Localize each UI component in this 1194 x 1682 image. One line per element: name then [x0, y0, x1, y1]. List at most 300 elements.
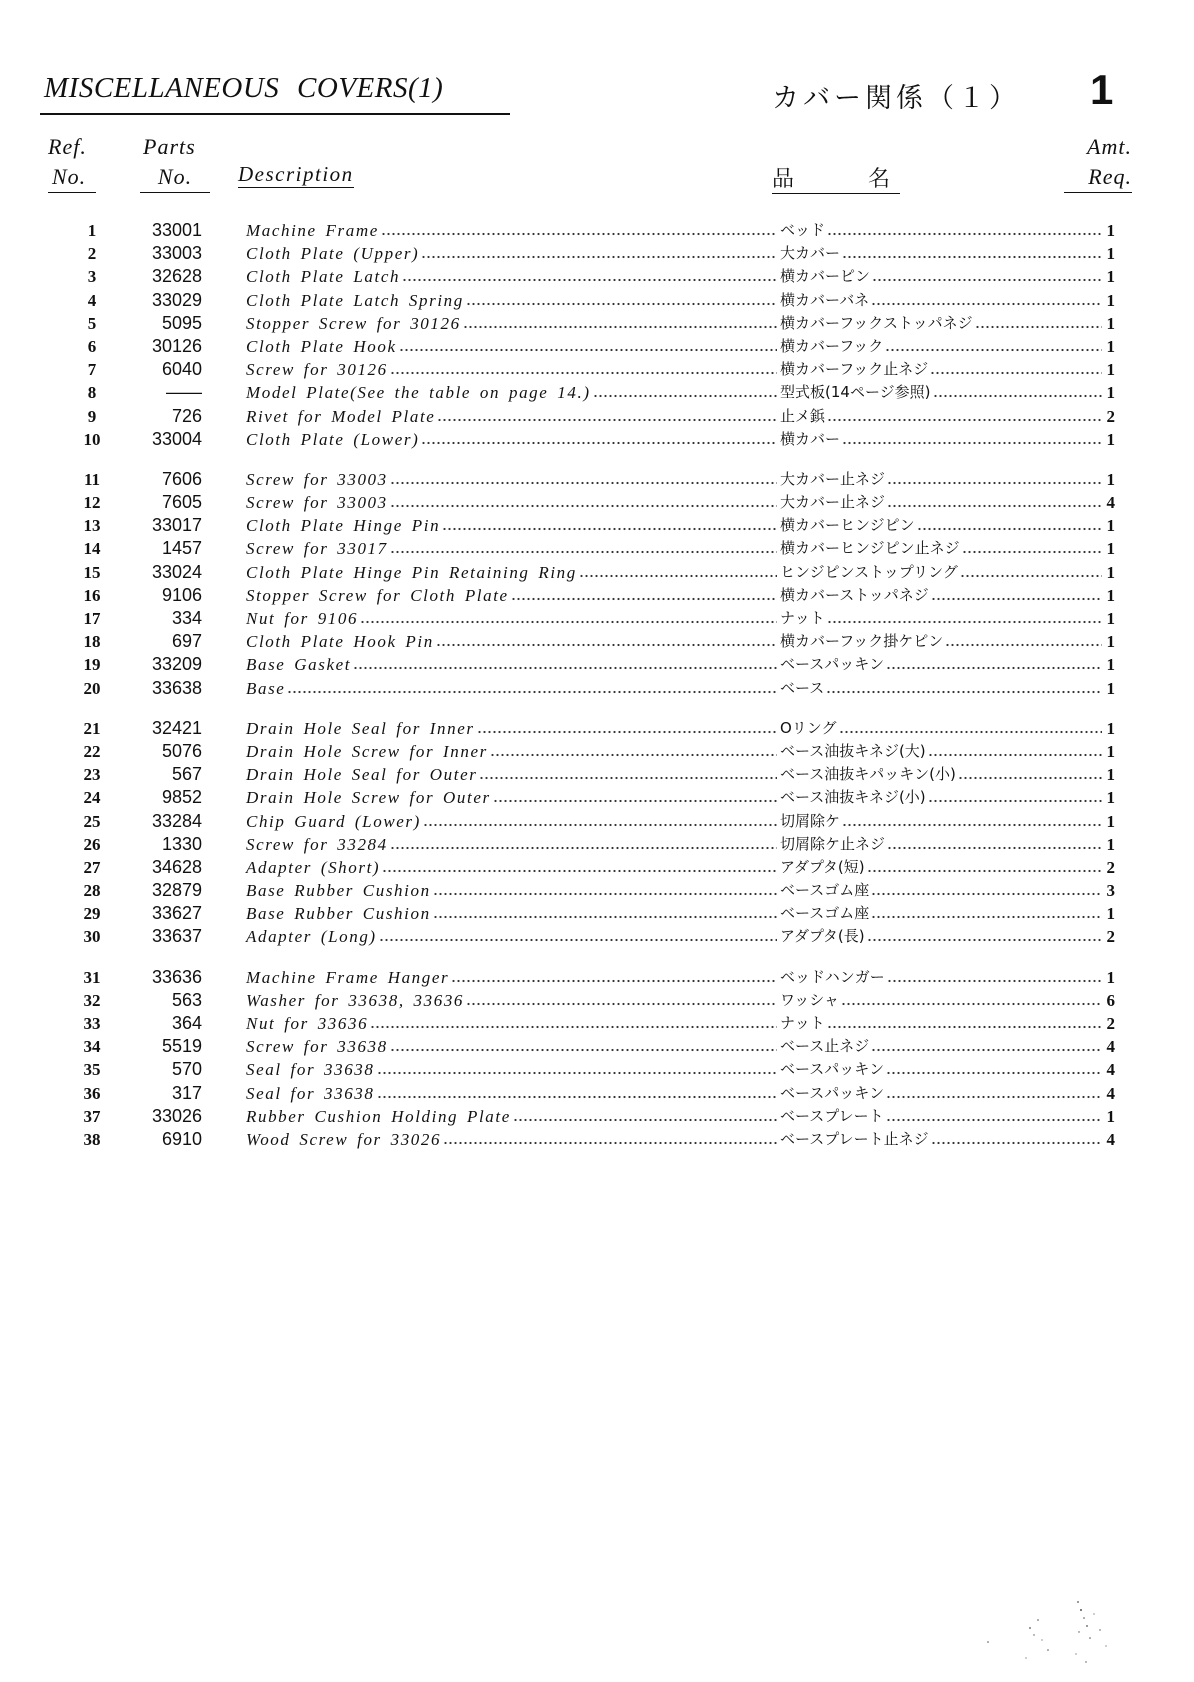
dot-leader — [443, 527, 777, 531]
dot-leader — [843, 441, 1102, 445]
parts-row — [0, 966, 1194, 989]
row-content — [246, 879, 1115, 902]
description: Adapter (Short) — [246, 857, 381, 877]
name-jp: ナット — [780, 1014, 825, 1032]
dot-leader — [383, 869, 777, 873]
amt-req: 1 — [1106, 1106, 1115, 1126]
description-cell — [246, 405, 780, 428]
parts-row — [0, 607, 1194, 630]
description: Machine Frame — [246, 221, 379, 240]
dot-leader — [868, 869, 1102, 873]
dot-leader — [828, 418, 1102, 422]
parts-row — [0, 1035, 1194, 1058]
parts-no: 32879 — [151, 880, 202, 901]
parts-no: 697 — [171, 631, 202, 652]
parts-row — [0, 561, 1194, 584]
dot-leader — [434, 915, 777, 919]
amt-req: 4 — [1106, 1083, 1115, 1103]
name-jp: 止メ鋲 — [780, 406, 826, 425]
parts-row — [0, 335, 1194, 358]
row-content — [246, 989, 1115, 1012]
parts-no: 6040 — [161, 359, 202, 380]
description: Drain Hole Seal for Inner — [246, 718, 475, 738]
row-content — [246, 1105, 1115, 1128]
description-cell — [246, 381, 780, 404]
ref-no: 6 — [87, 336, 97, 356]
dot-leader — [934, 394, 1103, 398]
description: Wood Screw for 33026 — [246, 1129, 442, 1149]
name-jp-cell — [780, 763, 1115, 786]
column-header-amt-req — [1064, 132, 1132, 193]
dot-leader — [843, 823, 1102, 827]
parts-row — [0, 763, 1194, 786]
description: Screw for 30126 — [246, 360, 388, 380]
ref-no: 10 — [83, 429, 101, 449]
dot-leader — [959, 776, 1102, 780]
dot-leader — [886, 348, 1102, 352]
parts-no: 33627 — [151, 903, 202, 924]
name-jp-cell — [780, 677, 1115, 700]
row-content — [246, 381, 1115, 404]
parts-row — [0, 312, 1194, 335]
dot-leader — [434, 892, 777, 896]
name-jp-cell — [780, 561, 1115, 584]
name-jp: ベースパッキン — [780, 1060, 885, 1079]
description-cell — [246, 468, 780, 491]
ref-no: 4 — [87, 290, 97, 310]
dot-leader — [391, 550, 777, 554]
name-jp: 横カバーバネ — [780, 290, 870, 309]
amt-req: 2 — [1106, 927, 1115, 947]
amt-req: 1 — [1106, 741, 1115, 761]
column-header-ref-line2: No. — [48, 162, 96, 193]
name-jp-cell — [780, 537, 1115, 560]
parts-no: 33024 — [151, 561, 202, 582]
amt-req: 1 — [1106, 221, 1115, 240]
column-header-amt-line2: Req. — [1064, 162, 1132, 193]
row-content — [246, 607, 1115, 630]
ref-no: 9 — [87, 406, 97, 426]
description: Base Gasket — [246, 655, 352, 675]
description: Rubber Cushion Holding Plate — [246, 1106, 511, 1126]
parts-no: 33636 — [151, 966, 202, 987]
parts-no: 5095 — [161, 312, 202, 333]
name-jp: ナット — [780, 609, 825, 627]
name-jp-cell — [780, 810, 1115, 833]
name-jp-cell — [780, 468, 1115, 491]
parts-group — [0, 966, 1194, 1152]
ref-no: 31 — [83, 967, 101, 987]
description: Base Rubber Cushion — [246, 881, 431, 901]
dot-leader — [888, 481, 1102, 485]
parts-row — [0, 584, 1194, 607]
parts-no: 33209 — [151, 654, 202, 675]
dot-leader — [873, 278, 1102, 282]
name-jp-cell — [780, 607, 1115, 630]
description-cell — [246, 989, 780, 1012]
dot-leader — [827, 690, 1102, 694]
amt-req: 1 — [1106, 678, 1115, 698]
row-content — [246, 786, 1115, 809]
dot-leader — [929, 753, 1102, 757]
name-jp-cell — [780, 335, 1115, 358]
parts-row — [0, 265, 1194, 288]
description-cell — [246, 584, 780, 607]
amt-req: 4 — [1106, 493, 1115, 513]
dot-leader — [918, 527, 1102, 531]
ref-no: 32 — [83, 990, 101, 1010]
dot-leader — [437, 643, 777, 647]
name-jp: ワッシャ — [780, 990, 839, 1009]
column-header-parts-line1: Parts — [143, 134, 196, 159]
row-content — [246, 630, 1115, 653]
amt-req: 1 — [1106, 967, 1115, 987]
description: Cloth Plate Hinge Pin — [246, 516, 441, 536]
parts-row — [0, 514, 1194, 537]
parts-row — [0, 428, 1194, 451]
parts-no: 33026 — [151, 1105, 202, 1126]
description-cell — [246, 514, 780, 537]
name-jp: ベース油抜キネジ(小) — [780, 788, 926, 807]
amt-req: 1 — [1106, 336, 1115, 356]
dot-leader — [887, 1118, 1102, 1122]
description-cell — [246, 902, 780, 925]
name-jp: 横カバーフックストッパネジ — [780, 313, 973, 332]
row-content — [246, 312, 1115, 335]
name-jp-cell — [780, 428, 1115, 451]
amt-req: 1 — [1106, 632, 1115, 652]
ref-no: 38 — [83, 1129, 101, 1149]
name-jp-cell — [780, 630, 1115, 653]
amt-req: 1 — [1106, 290, 1115, 310]
column-header-parts-no — [140, 132, 210, 193]
amt-req: 1 — [1106, 788, 1115, 808]
ref-no: 26 — [83, 834, 101, 854]
name-jp-cell — [780, 1058, 1115, 1081]
amt-req: 1 — [1106, 267, 1115, 287]
name-jp: ベース油抜キパッキン(小) — [780, 765, 956, 784]
description-cell — [246, 358, 780, 381]
parts-row — [0, 810, 1194, 833]
row-content — [246, 265, 1115, 288]
row-content — [246, 966, 1115, 989]
ref-no: 20 — [83, 678, 101, 698]
parts-row — [0, 537, 1194, 560]
dot-leader — [961, 574, 1102, 578]
dot-leader — [478, 730, 777, 734]
parts-row — [0, 468, 1194, 491]
dot-leader — [491, 753, 777, 757]
name-jp: 横カバーストッパネジ — [780, 585, 929, 604]
amt-req: 1 — [1106, 585, 1115, 605]
ref-no: 2 — [87, 244, 97, 264]
ref-no: 12 — [83, 493, 101, 513]
amt-req: 1 — [1106, 904, 1115, 924]
description-cell — [246, 428, 780, 451]
parts-no: 33004 — [151, 428, 202, 449]
dot-leader — [452, 979, 777, 983]
parts-row — [0, 879, 1194, 902]
amt-req: 1 — [1106, 516, 1115, 536]
parts-no: 5076 — [161, 740, 202, 761]
name-jp-cell — [780, 1128, 1115, 1151]
dot-leader — [494, 799, 777, 803]
ref-no: 21 — [83, 718, 101, 738]
page-title-jp: カバー関係（１） — [772, 83, 1020, 114]
parts-no: 1330 — [161, 833, 202, 854]
description: Drain Hole Seal for Outer — [246, 765, 478, 785]
dot-leader — [932, 597, 1102, 601]
dot-leader — [467, 1002, 777, 1006]
ref-no: 13 — [83, 516, 101, 536]
description-cell — [246, 491, 780, 514]
parts-row — [0, 925, 1194, 948]
ref-no: 28 — [83, 881, 101, 901]
description: Screw for 33284 — [246, 834, 388, 854]
column-header-parts-line2: No. — [140, 162, 210, 193]
dot-leader — [391, 481, 777, 485]
name-jp-cell — [780, 584, 1115, 607]
ref-no: 36 — [83, 1083, 101, 1103]
parts-row — [0, 1082, 1194, 1105]
parts-row — [0, 717, 1194, 740]
parts-row — [0, 242, 1194, 265]
dot-leader — [400, 348, 777, 352]
description-cell — [246, 879, 780, 902]
description-cell — [246, 1128, 780, 1151]
dot-leader — [594, 394, 777, 398]
description: Chip Guard (Lower) — [246, 811, 421, 831]
name-jp-cell — [780, 833, 1115, 856]
name-jp: 切屑除ケ — [780, 811, 841, 830]
description-cell — [246, 833, 780, 856]
description-cell — [246, 653, 780, 676]
parts-row — [0, 653, 1194, 676]
amt-req: 1 — [1106, 562, 1115, 582]
parts-no: 9852 — [161, 787, 202, 808]
description-cell — [246, 925, 780, 948]
column-header-name-jp: 品 名 — [772, 162, 900, 194]
parts-row — [0, 630, 1194, 653]
name-jp: ベッドハンガー — [780, 967, 885, 986]
amt-req: 1 — [1106, 811, 1115, 831]
dot-leader — [887, 666, 1102, 670]
name-jp-cell — [780, 491, 1115, 514]
description: Seal for 33638 — [246, 1083, 375, 1103]
parts-row — [0, 358, 1194, 381]
ref-no: 19 — [83, 655, 101, 675]
parts-group — [0, 717, 1194, 949]
dot-leader — [354, 666, 777, 670]
description: Cloth Plate Hinge Pin Retaining Ring — [246, 562, 577, 582]
parts-row — [0, 856, 1194, 879]
description: Base — [246, 678, 286, 698]
amt-req: 1 — [1106, 539, 1115, 559]
dot-leader — [422, 441, 777, 445]
parts-no: 7606 — [161, 468, 202, 489]
amt-req: 4 — [1106, 1060, 1115, 1080]
name-jp-cell — [780, 514, 1115, 537]
parts-no: 570 — [171, 1059, 202, 1080]
parts-no: 33029 — [151, 289, 202, 310]
description: Model Plate(See the table on page 14.) — [246, 383, 591, 403]
parts-no: —— — [166, 382, 202, 403]
description-cell — [246, 763, 780, 786]
row-content — [246, 1035, 1115, 1058]
row-content — [246, 740, 1115, 763]
amt-req: 1 — [1106, 244, 1115, 264]
description: Drain Hole Screw for Inner — [246, 741, 488, 761]
name-jp: 大カバー止ネジ — [780, 493, 886, 512]
parts-no: 34628 — [151, 856, 202, 877]
dot-leader — [963, 550, 1102, 554]
dot-leader — [872, 892, 1102, 896]
name-jp-cell — [780, 653, 1115, 676]
amt-req: 4 — [1106, 1129, 1115, 1149]
ref-no: 35 — [83, 1060, 101, 1080]
column-header-amt-line1: Amt. — [1087, 134, 1132, 159]
dot-leader — [514, 1118, 777, 1122]
name-jp-cell — [780, 740, 1115, 763]
dot-leader — [382, 232, 777, 236]
parts-no: 33003 — [151, 243, 202, 264]
dot-leader — [872, 1048, 1102, 1052]
parts-no: 726 — [171, 405, 202, 426]
name-jp-cell — [780, 1105, 1115, 1128]
description: Drain Hole Screw for Outer — [246, 788, 491, 808]
row-content — [246, 856, 1115, 879]
dot-leader — [843, 255, 1102, 259]
description: Screw for 33017 — [246, 539, 388, 559]
dot-leader — [361, 620, 777, 624]
amt-req: 3 — [1106, 881, 1115, 901]
description-cell — [246, 677, 780, 700]
description-cell — [246, 856, 780, 879]
dot-leader — [438, 418, 777, 422]
row-content — [246, 925, 1115, 948]
name-jp: ベース — [780, 678, 825, 697]
amt-req: 2 — [1106, 406, 1115, 426]
amt-req: 1 — [1106, 313, 1115, 333]
name-jp-cell — [780, 312, 1115, 335]
dot-leader — [391, 1048, 777, 1052]
description: Stopper Screw for Cloth Plate — [246, 585, 509, 605]
dot-leader — [444, 1141, 777, 1145]
name-jp: ベースパッキン — [780, 655, 885, 674]
parts-no: 563 — [171, 989, 202, 1010]
description-cell — [246, 289, 780, 312]
dot-leader — [424, 823, 777, 827]
ref-no: 11 — [83, 469, 101, 489]
name-jp: ベースパッキン — [780, 1083, 885, 1102]
parts-no: 5519 — [161, 1036, 202, 1057]
dot-leader — [391, 846, 777, 850]
amt-req: 1 — [1106, 765, 1115, 785]
description-cell — [246, 537, 780, 560]
column-header-description: Description — [238, 162, 354, 186]
amt-req: 6 — [1106, 990, 1115, 1010]
ref-no: 25 — [83, 811, 101, 831]
parts-row — [0, 989, 1194, 1012]
parts-group — [0, 468, 1194, 700]
row-content — [246, 653, 1115, 676]
description: Screw for 33003 — [246, 493, 388, 513]
parts-no: 9106 — [161, 584, 202, 605]
dot-leader — [887, 1071, 1102, 1075]
row-content — [246, 561, 1115, 584]
name-jp-cell — [780, 1012, 1115, 1035]
dot-leader — [580, 574, 777, 578]
row-content — [246, 219, 1115, 242]
dot-leader — [872, 302, 1102, 306]
row-content — [246, 289, 1115, 312]
ref-no: 34 — [83, 1037, 101, 1057]
ref-no: 7 — [87, 360, 97, 380]
row-content — [246, 584, 1115, 607]
parts-no: 334 — [171, 608, 202, 628]
parts-list — [0, 219, 1194, 1151]
parts-no: 33001 — [151, 220, 202, 240]
parts-row — [0, 491, 1194, 514]
amt-req: 1 — [1106, 609, 1115, 628]
description: Nut for 33636 — [246, 1014, 369, 1033]
parts-no: 33284 — [151, 810, 202, 831]
name-jp: 横カバーフック掛ケピン — [780, 632, 944, 651]
dot-leader — [403, 278, 777, 282]
ref-no: 3 — [87, 267, 97, 287]
name-jp: 横カバーピン — [780, 267, 871, 286]
name-jp-cell — [780, 358, 1115, 381]
parts-no: 32421 — [151, 717, 202, 738]
name-jp: 横カバー — [780, 429, 841, 448]
row-content — [246, 1058, 1115, 1081]
description: Washer for 33638, 33636 — [246, 990, 465, 1010]
name-jp: 切屑除ケ止ネジ — [780, 834, 886, 853]
parts-no: 30126 — [151, 335, 202, 356]
dot-leader — [512, 597, 777, 601]
amt-req: 1 — [1106, 469, 1115, 489]
dot-leader — [842, 1002, 1102, 1006]
amt-req: 1 — [1106, 834, 1115, 854]
dot-leader — [932, 1141, 1102, 1145]
ref-no: 24 — [83, 788, 101, 808]
name-jp-cell — [780, 856, 1115, 879]
ref-no: 37 — [83, 1106, 101, 1126]
dot-leader — [480, 776, 777, 780]
dot-leader — [872, 915, 1102, 919]
name-jp-cell — [780, 1035, 1115, 1058]
description-cell — [246, 312, 780, 335]
parts-row — [0, 1128, 1194, 1151]
description-cell — [246, 717, 780, 740]
column-header-ref-no — [48, 132, 96, 193]
dot-leader — [391, 371, 777, 375]
name-jp: 大カバー — [780, 244, 841, 263]
parts-row — [0, 740, 1194, 763]
parts-row — [0, 219, 1194, 242]
description-cell — [246, 607, 780, 630]
ref-no: 23 — [83, 765, 101, 785]
name-jp: ヒンジピンストップリング — [780, 562, 958, 581]
parts-no: 317 — [171, 1082, 202, 1103]
description-cell — [246, 561, 780, 584]
row-content — [246, 428, 1115, 451]
parts-group — [0, 219, 1194, 451]
description: Cloth Plate Latch Spring — [246, 290, 464, 310]
amt-req: 1 — [1106, 718, 1115, 738]
description: Rivet for Model Plate — [246, 406, 436, 426]
description-cell — [246, 810, 780, 833]
